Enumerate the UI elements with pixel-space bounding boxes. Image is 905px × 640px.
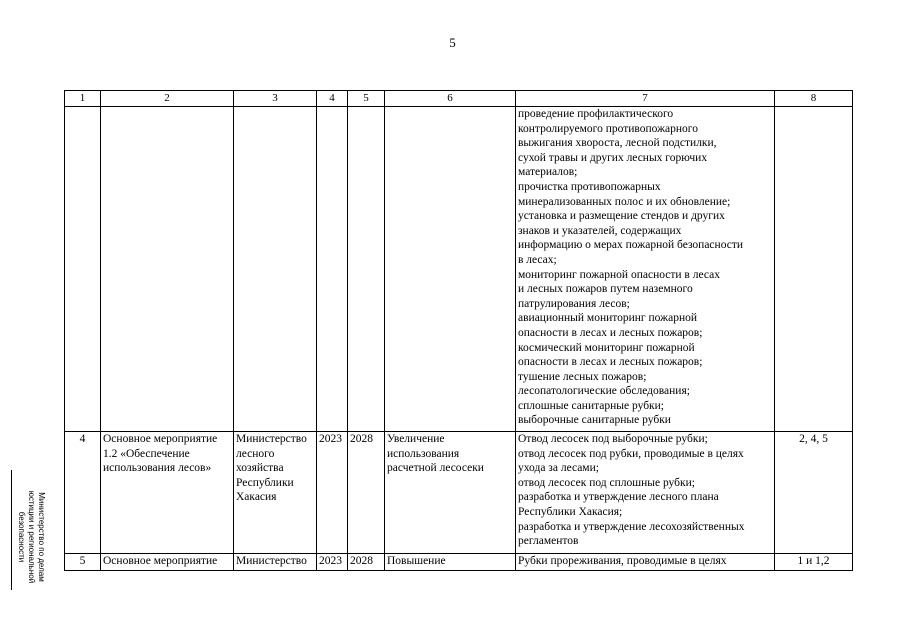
page-number: 5 xyxy=(449,35,456,50)
cell-actions-line: в лесах; xyxy=(518,253,557,266)
stamp-line: юстиции и региональной xyxy=(27,490,36,584)
cell-actions-line: разработка и утверждение лесохозяйственных xyxy=(518,520,745,533)
column-header: 5 xyxy=(348,91,385,107)
cell-executor-line: хозяйства xyxy=(236,462,284,475)
cell-actions-line: отвод лесосек под сплошные рубки; xyxy=(518,476,695,489)
column-header: 6 xyxy=(385,91,516,107)
cell-actions-line: материалов; xyxy=(518,166,578,179)
cell-actions-line: минерализованных полос и их обновление; xyxy=(518,195,731,208)
cell-event xyxy=(101,432,234,554)
cell-indicators: 2, 4, 5 xyxy=(775,432,853,554)
table-row xyxy=(65,554,853,571)
stamp-line: безопасности xyxy=(17,511,26,563)
cell-actions-line: космический мониторинг пожарной xyxy=(518,341,695,354)
cell-actions-line: выжигания хвороста, лесной подстилки, xyxy=(518,137,717,150)
cell-actions-line: опасности в лесах и лесных пожаров; xyxy=(518,356,703,369)
cell-actions-line: Отвод лесосек под выборочные рубки; xyxy=(518,433,708,445)
cell-executor xyxy=(234,554,317,571)
column-header: 4 xyxy=(317,91,348,107)
cell-start-year xyxy=(317,107,348,432)
cell-result xyxy=(385,432,516,554)
cell-result xyxy=(385,554,516,571)
cell-event-line: Основное мероприятие xyxy=(103,433,218,445)
cell-executor-line: Министерство xyxy=(236,555,307,567)
cell-executor xyxy=(234,107,317,432)
cell-actions-line: опасности в лесах и лесных пожаров; xyxy=(518,326,703,339)
stamp-text xyxy=(16,481,46,593)
cell-number: 4 xyxy=(65,432,101,554)
column-header: 7 xyxy=(516,91,775,107)
cell-actions-line: разработка и утверждение лесного плана xyxy=(518,491,719,504)
cell-executor-line: лесного xyxy=(236,447,275,460)
cell-actions-line: Республики Хакасия; xyxy=(518,505,623,518)
cell-actions xyxy=(516,107,775,432)
cell-actions-line: тушение лесных пожаров; xyxy=(518,370,647,383)
cell-actions-line: установка и размещение стендов и других xyxy=(518,210,725,223)
cell-end-year: 2028 xyxy=(348,554,385,571)
cell-actions xyxy=(516,554,775,571)
cell-result-line: расчетной лесосеки xyxy=(387,462,484,475)
column-header: 1 xyxy=(65,91,101,107)
column-header: 2 xyxy=(101,91,234,107)
cell-number: 5 xyxy=(65,554,101,571)
cell-event xyxy=(101,554,234,571)
cell-start-year: 2023 xyxy=(317,554,348,571)
cell-actions-line: патрулирования лесов; xyxy=(518,297,630,310)
column-header: 3 xyxy=(234,91,317,107)
cell-actions xyxy=(516,432,775,554)
measures-table xyxy=(64,90,853,571)
cell-result-line: Повышение xyxy=(387,555,446,567)
cell-event xyxy=(101,107,234,432)
cell-end-year: 2028 xyxy=(348,432,385,554)
cell-result-line: Увеличение xyxy=(387,433,445,445)
cell-actions-line: регламентов xyxy=(518,535,579,548)
cell-number xyxy=(65,107,101,432)
cell-actions-line: и лесных пожаров путем наземного xyxy=(518,283,693,296)
cell-event-line: использования лесов» xyxy=(103,462,212,475)
table-row xyxy=(65,107,853,432)
cell-actions-line: контролируемого противопожарного xyxy=(518,122,698,135)
cell-actions-line: отвод лесосек под рубки, проводимые в целях xyxy=(518,447,744,460)
cell-executor-line: Хакасия xyxy=(236,491,277,504)
cell-actions-line: Рубки прореживания, проводимые в целях xyxy=(518,555,727,567)
cell-end-year xyxy=(348,107,385,432)
cell-start-year: 2023 xyxy=(317,432,348,554)
stamp-line: Министерство по делам xyxy=(37,492,46,582)
cell-actions-line: проведение профилактического xyxy=(518,108,674,120)
cell-actions-line: информацию о мерах пожарной безопасности xyxy=(518,239,744,252)
header-row xyxy=(65,91,853,107)
cell-indicators: 1 и 1,2 xyxy=(775,554,853,571)
cell-result xyxy=(385,107,516,432)
cell-executor xyxy=(234,432,317,554)
cell-executor-line: Министерство xyxy=(236,433,307,445)
cell-actions-line: выборочные санитарные рубки xyxy=(518,414,671,427)
cell-actions-line: сухой травы и других лесных горючих xyxy=(518,151,708,164)
cell-actions-line: ухода за лесами; xyxy=(518,462,599,475)
cell-actions-line: мониторинг пожарной опасности в лесах xyxy=(518,268,720,281)
cell-actions-line: лесопатологические обследования; xyxy=(518,385,690,398)
cell-result-line: использования xyxy=(387,447,460,460)
cell-event-line: Основное мероприятие xyxy=(103,555,218,567)
cell-actions-line: знаков и указателей, содержащих xyxy=(518,224,682,237)
column-header: 8 xyxy=(775,91,853,107)
cell-actions-line: сплошные санитарные рубки; xyxy=(518,399,664,412)
cell-executor-line: Республики xyxy=(236,476,294,489)
registration-stamp xyxy=(11,470,51,590)
cell-indicators xyxy=(775,107,853,432)
cell-event-line: 1.2 «Обеспечение xyxy=(103,447,190,460)
cell-actions-line: прочистка противопожарных xyxy=(518,180,661,193)
cell-actions-line: авиационный мониторинг пожарной xyxy=(518,312,698,325)
table-row xyxy=(65,432,853,554)
